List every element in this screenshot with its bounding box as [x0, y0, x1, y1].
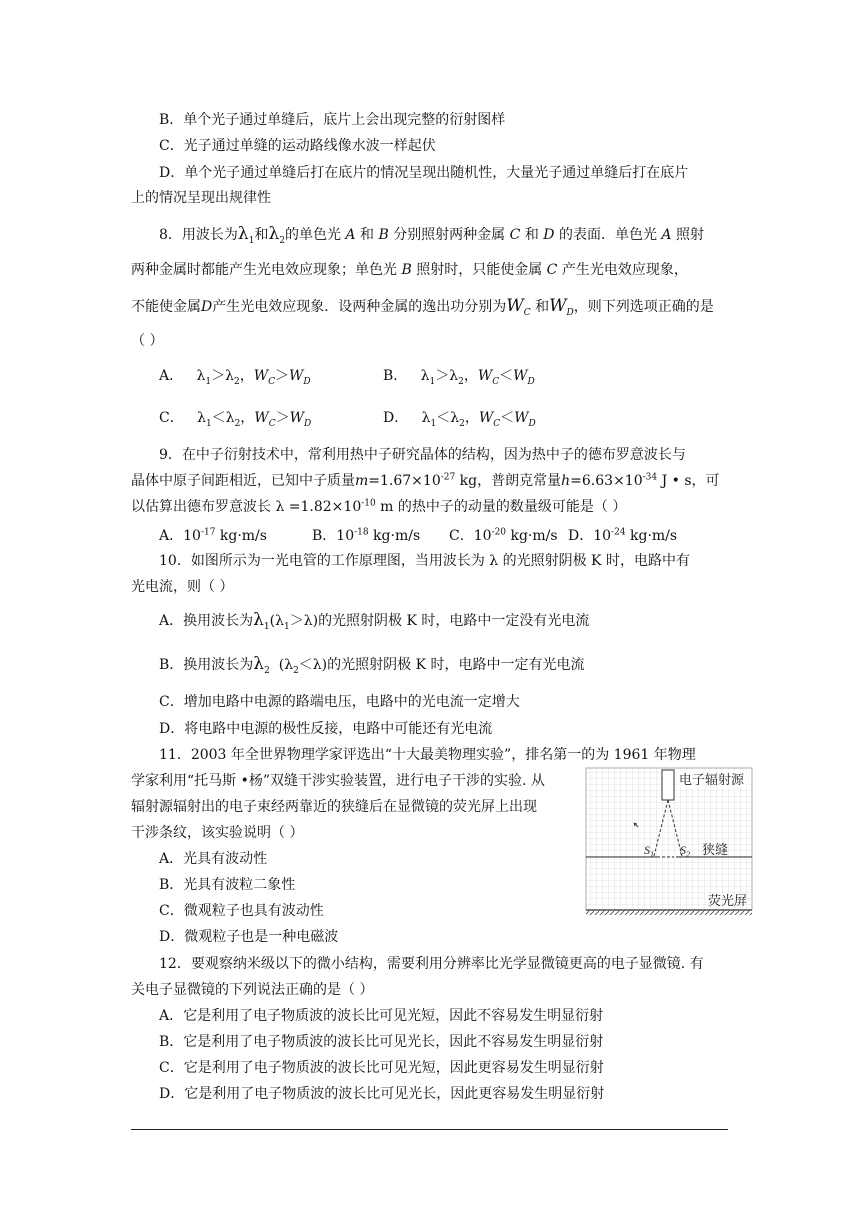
q9-text: J • s，可	[657, 473, 720, 489]
lt-symbol: ＜	[436, 410, 451, 426]
q10-stem-line2: 光电流，则（ ）	[131, 579, 234, 595]
q11-stem-line1: 11．2003 年全世界物理学家评选出“十大最美物理实验”，排名第一的为 1961 年物理	[159, 747, 696, 763]
q8-stem-line3: 不能使金属D产生光电效应现象．设两种金属的逸出功分别为$W_C$ 和$W_D$，则下列选项正确的是	[131, 296, 714, 318]
q8-text: 的单色光	[284, 227, 341, 243]
unit: kg·m/s	[506, 528, 558, 544]
lt-symbol: ＜	[500, 410, 515, 426]
q8-text: 不能使金属	[131, 299, 201, 315]
exponent: -27	[440, 472, 456, 483]
lambda-symbol: λ	[275, 613, 284, 629]
planck-symbol: h	[561, 473, 571, 489]
q7-option-b: B．单个光子通过单缝后，底片上会出现完整的衍射图样	[159, 112, 506, 128]
gt-symbol: ＞	[275, 410, 290, 426]
q8-text: 和	[535, 299, 550, 315]
label-slit: 狭缝	[702, 842, 729, 857]
comma: ，	[464, 410, 479, 426]
comma: ，	[240, 410, 255, 426]
q10-option-a: A．换用波长为$\lambda_1(\lambda_1>\lambda)$的光照射阴极 K 时，电路中一定没有光电流	[159, 610, 590, 632]
work-function-symbol: W	[549, 296, 567, 316]
q8-paren: （ ）	[131, 333, 164, 349]
lambda-symbol: λ	[268, 224, 280, 244]
q7-option-d-line2: 上的情况呈现出规律性	[131, 190, 271, 206]
q8-text: 和	[254, 227, 269, 243]
work-function-symbol: W	[254, 410, 269, 426]
q9-text: kg，普朗克常量	[455, 473, 562, 489]
metal-c: C	[509, 227, 521, 243]
q12-option-c: C．它是利用了电子物质波的波长比可见光短，因此更容易发生明显衍射	[159, 1060, 604, 1076]
mass-symbol: m	[355, 473, 369, 489]
unit: kg·m/s	[625, 528, 678, 544]
q8-stem-line2	[131, 260, 688, 280]
exponent: -10	[361, 498, 376, 509]
q8-text: 和	[524, 227, 539, 243]
light-b: B	[401, 262, 412, 278]
exponent: -17	[200, 527, 216, 538]
option-label: C．	[159, 410, 184, 426]
option-label: A．	[159, 368, 184, 384]
lambda-symbol: λ	[197, 410, 206, 426]
lambda-symbol: λ	[196, 368, 206, 384]
exponent: -20	[491, 527, 507, 538]
option-text: A．10	[159, 528, 201, 544]
metal-c: C	[546, 262, 558, 278]
double-slit-figure	[584, 766, 754, 916]
q11-option-c: C．微观粒子也具有波动性	[159, 903, 324, 919]
work-function-symbol: W	[289, 410, 304, 426]
q11-stem-line4: 干涉条纹，该实验说明（ ）	[131, 825, 304, 841]
q11-stem-line3: 辐射源辐射出的电子束经两靠近的狭缝后在显微镜的荧光屏上出现	[131, 799, 537, 815]
option-text: 的光照射阴极 K 时，电路中一定有光电流	[327, 657, 585, 673]
exponent: -24	[611, 527, 626, 538]
light-b: B	[378, 227, 389, 243]
electron-source	[662, 770, 674, 800]
work-function-symbol: W	[514, 410, 529, 426]
lambda-symbol: λ	[253, 654, 265, 674]
q9-text: =6.63×10	[570, 473, 643, 489]
q12-stem-line2: 关电子显微镜的下列说法正确的是（ ）	[131, 982, 374, 998]
q10-option-c: C．增加电路中电源的路端电压，电路中的光电流一定增大	[159, 694, 520, 710]
q9-stem-line3	[131, 497, 626, 517]
unit: kg·m/s	[368, 528, 421, 544]
q9-text: 以估算出德布罗意波长 λ =1.82×10	[131, 499, 362, 515]
metal-d: D	[201, 299, 213, 315]
work-function-symbol: W	[513, 368, 528, 384]
gt-symbol: ＞	[289, 613, 304, 629]
gt-symbol: ＞	[211, 368, 226, 384]
q9-option-b	[312, 525, 420, 545]
q12-option-b: B．它是利用了电子物质波的波长比可见光长，因此不容易发生明显衍射	[159, 1034, 604, 1050]
light-a: A	[661, 227, 672, 243]
q8-text: 8．用波长为	[159, 227, 238, 243]
q12-stem-line1: 12．要观察纳米级以下的微小结构，需要利用分辨率比光学显微镜更高的电子显微镜. 有	[159, 956, 704, 972]
lambda-symbol: λ	[253, 610, 264, 630]
lambda-symbol: λ	[284, 657, 294, 673]
q8-text: 照射	[675, 227, 704, 243]
q10-stem-line1: 10．如图所示为一光电管的工作原理图，当用波长为 λ 的光照射阴极 K 时，电路中有	[159, 553, 690, 569]
comma: ，	[463, 368, 478, 384]
option-text: 的光照射阴极 K 时，电路中一定没有光电流	[318, 613, 590, 629]
gt-symbol: ＞	[435, 368, 450, 384]
work-function-symbol: W	[253, 368, 269, 384]
q8-stem-line1: 8．用波长为$\lambda_1$和$\lambda_2$的单色光 A 和 B 分别照射两种金属 C 和 D 的表面．单色光 A 照射	[159, 224, 704, 246]
option-text: A．换用波长为	[159, 613, 254, 629]
q7-option-d-line1: D．单个光子通过单缝后打在底片的情况呈现出随机性，大量光子通过单缝后打在底片	[159, 165, 689, 181]
lambda-symbol: λ	[312, 657, 322, 673]
lambda-symbol: λ	[225, 410, 235, 426]
q8-option-b: B． $\lambda_1>\lambda_2$，$W_C<W_D$	[383, 368, 535, 387]
lambda-symbol: λ	[303, 613, 313, 629]
q7-option-c: C．光子通过单缝的运动路线像水波一样起伏	[159, 138, 436, 154]
q9-text: =1.67×10	[368, 473, 441, 489]
exponent: -18	[354, 527, 369, 538]
label-s1: $S_1$	[644, 843, 654, 859]
q8-text: 产生光电效应现象，	[561, 262, 688, 278]
q8-text: 两种金属时都能产生光电效应现象；单色光	[131, 262, 397, 278]
lambda-symbol: λ	[420, 368, 430, 384]
screen-hatch	[586, 910, 752, 915]
q8-text: ，则下列选项正确的是	[573, 299, 714, 315]
footer-divider	[131, 1129, 728, 1130]
work-function-symbol: W	[506, 296, 524, 316]
option-text: B．10	[312, 528, 355, 544]
option-text: D．10	[568, 528, 612, 544]
q9-stem-line1: 9．在中子衍射技术中，常利用热中子研究晶体的结构，因为热中子的德布罗意波长与	[159, 447, 686, 463]
lambda-symbol: λ	[450, 410, 460, 426]
lt-symbol: ＜	[298, 657, 313, 673]
work-function-symbol: W	[288, 368, 304, 384]
unit: kg·m/s	[215, 528, 267, 544]
q9-text: m 的热中子的动量的数量级可能是（ ）	[375, 499, 627, 515]
option-text: C．10	[449, 528, 492, 544]
comma: ，	[239, 368, 254, 384]
work-function-symbol: W	[478, 410, 494, 426]
lambda-symbol: λ	[237, 224, 249, 244]
option-text: B．换用波长为	[159, 657, 254, 673]
lt-symbol: ＜	[499, 368, 514, 384]
q8-text: 分别照射两种金属	[393, 227, 506, 243]
lambda-symbol: λ	[449, 368, 459, 384]
q9-option-c	[449, 525, 558, 545]
label-s2: $S_2$	[680, 843, 690, 859]
label-screen: 荧光屏	[708, 893, 748, 908]
q11-stem-line2: 学家利用“托马斯 •杨”双缝干涉实验装置，进行电子干涉的实验. 从	[131, 773, 545, 789]
option-label: B．	[383, 368, 408, 384]
q10-option-d: D．将电路中电源的极性反接，电路中可能还有光电流	[159, 721, 493, 737]
q8-text: 和	[359, 227, 374, 243]
exponent: -34	[642, 472, 658, 483]
q8-text: 的表面．单色光	[558, 227, 657, 243]
q8-text: 照射时，只能使金属	[416, 262, 543, 278]
light-a: A	[345, 227, 356, 243]
lambda-symbol: λ	[225, 368, 234, 384]
gt-symbol: ＞	[274, 368, 289, 384]
lt-symbol: ＜	[211, 410, 226, 426]
metal-d: D	[543, 227, 555, 243]
label-electron-source: 电子辐射源	[679, 772, 745, 787]
lambda-symbol: λ	[421, 410, 431, 426]
option-label: D．	[383, 410, 409, 426]
q9-text: 晶体中原子间距相近，已知中子质量	[131, 473, 355, 489]
q8-option-c: C． $\lambda_1<\lambda_2$，$W_C>W_D$	[159, 410, 312, 429]
work-function-symbol: W	[477, 368, 493, 384]
q10-option-b: B．换用波长为$\lambda_2$ $(\lambda_2<\lambda)$的光照射阴极 K 时，电路中一定有光电流	[159, 654, 585, 676]
q12-option-a: A．它是利用了电子物质波的波长比可见光短，因此不容易发生明显衍射	[159, 1008, 604, 1024]
q9-option-d	[568, 525, 677, 545]
q11-option-d: D．微观粒子也是一种电磁波	[159, 929, 339, 945]
q9-option-a	[159, 525, 267, 545]
q11-option-b: B．光具有波粒二象性	[159, 877, 296, 893]
q8-text: 产生光电效应现象．设两种金属的逸出功分别为	[212, 299, 507, 315]
q8-option-d: D． $\lambda_1<\lambda_2$，$W_C<W_D$	[383, 410, 536, 429]
q8-option-a: A． $\lambda_1>\lambda_2$，$W_C>W_D$	[159, 368, 311, 387]
q12-option-d: D．它是利用了电子物质波的波长比可见光长，因此更容易发生明显衍射	[159, 1086, 605, 1102]
q11-option-a: A．光具有波动性	[159, 851, 268, 867]
q9-stem-line2	[131, 471, 720, 491]
